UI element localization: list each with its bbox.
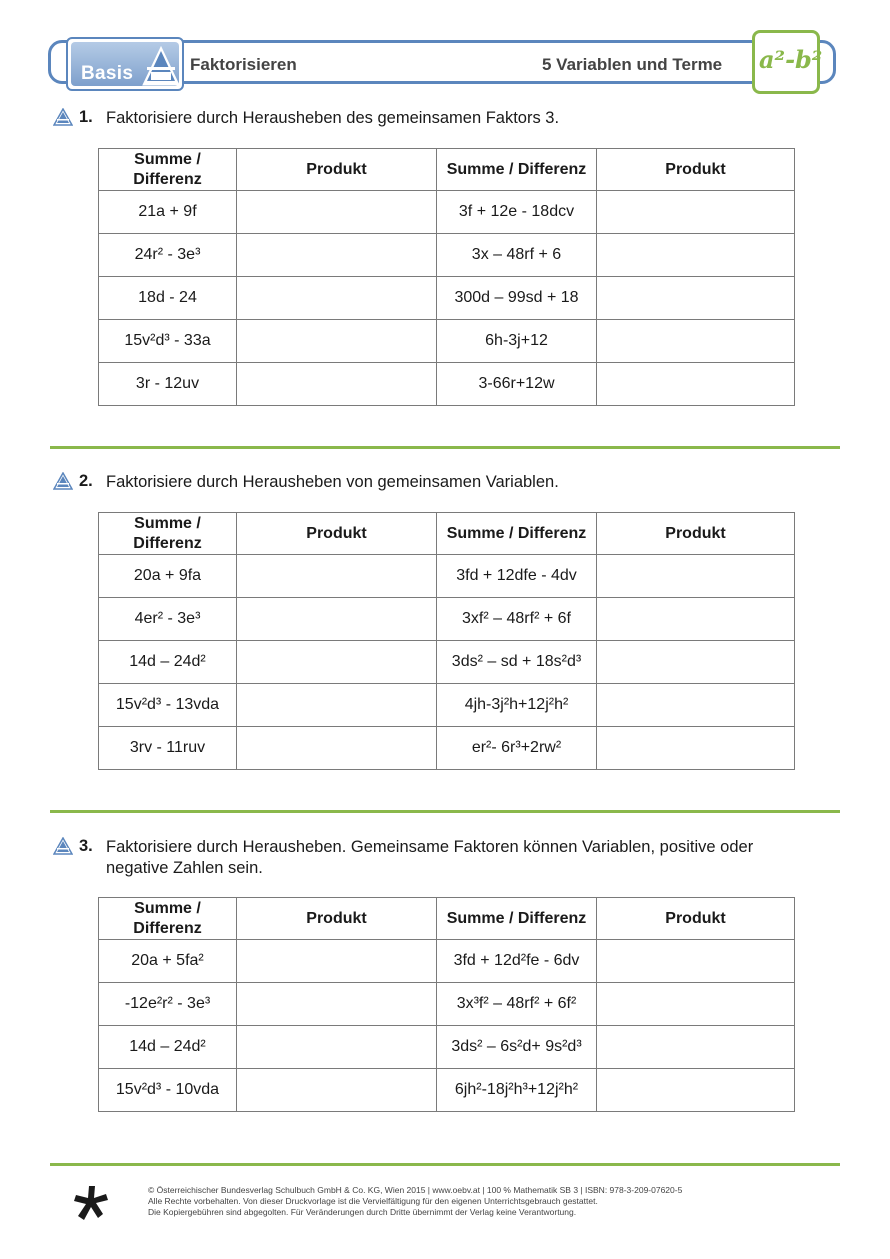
task-number: 2. [79,472,93,490]
table-row [99,727,795,770]
level-label: Basis [81,63,134,84]
answer-cell[interactable] [237,940,437,983]
header-sum: Summe / Differenz [437,513,597,555]
answer-cell[interactable] [237,555,437,598]
answer-cell[interactable] [597,1026,795,1069]
expression-cell: 15v²d³ - 13vda [99,684,237,727]
answer-cell[interactable] [237,234,437,277]
expression-cell: 14d – 24d² [99,1026,237,1069]
header-product: Produkt [597,513,795,555]
expression-cell: 6h-3j+12 [437,320,597,363]
expression-cell: -12e²r² - 3e³ [99,983,237,1026]
table-row [99,555,795,598]
answer-cell[interactable] [597,234,795,277]
footer-divider [50,1163,840,1166]
expression-cell: 15v²d³ - 10vda [99,1069,237,1112]
header-sum: Summe / Differenz [437,898,597,940]
answer-cell[interactable] [597,191,795,234]
answer-cell[interactable] [237,191,437,234]
answer-cell[interactable] [237,320,437,363]
table-row [99,234,795,277]
formula-text: a²-b² [759,45,823,74]
table-row [99,641,795,684]
header-sum: Summe / Differenz [437,149,597,191]
header-sum: Summe / Differenz [99,898,237,940]
pyramid-icon [53,108,73,126]
answer-cell[interactable] [237,363,437,406]
task-number: 3. [79,837,93,855]
pyramid-icon [53,472,73,490]
answer-cell[interactable] [597,1069,795,1112]
expression-cell: 6jh²-18j²h³+12j²h² [437,1069,597,1112]
task-instruction-line: negative Zahlen sein. [106,859,263,877]
expression-cell: 20a + 5fa² [99,940,237,983]
expression-cell: 3fd + 12d²fe - 6dv [437,940,597,983]
table-row [99,1026,795,1069]
answer-cell[interactable] [597,727,795,770]
table-header-row [99,149,795,191]
pyramid-icon [141,45,181,87]
table-row [99,1069,795,1112]
task-1-table [98,148,795,406]
table-row [99,684,795,727]
header-sum: Summe / Differenz [99,149,237,191]
expression-cell: 3ds² – sd + 18s²d³ [437,641,597,684]
footer-line: © Österreichischer Bundesverlag Schulbuch GmbH & Co. KG, Wien 2015 | www.oebv.at | 100 % Mathematik SB 3 | ISBN: 978-3-209-07620-5 [148,1185,683,1195]
expression-cell: 3r - 12uv [99,363,237,406]
task-instruction-line: Faktorisiere durch Herausheben. Gemeinsame Faktoren können Variablen, positive oder [106,838,754,856]
table-row [99,320,795,363]
level-badge [66,37,184,91]
answer-cell[interactable] [597,555,795,598]
header-product: Produkt [237,149,437,191]
answer-cell[interactable] [597,320,795,363]
chapter-title: 5 Variablen und Terme [542,55,723,74]
table-header-row [99,513,795,555]
answer-cell[interactable] [597,940,795,983]
answer-cell[interactable] [597,363,795,406]
table-row [99,983,795,1026]
pyramid-icon [53,837,73,855]
expression-cell: 3f + 12e - 18dcv [437,191,597,234]
footer-line: Alle Rechte vorbehalten. Von dieser Druckvorlage ist die Vervielfältigung für den eigenen Unterrichtsgebrauch gestattet. [148,1196,598,1206]
answer-cell[interactable] [237,1026,437,1069]
expression-cell: 18d - 24 [99,277,237,320]
expression-cell: 3rv - 11ruv [99,727,237,770]
expression-cell: 3-66r+12w [437,363,597,406]
answer-cell[interactable] [597,277,795,320]
topic-title: Faktorisieren [190,55,297,74]
answer-cell[interactable] [597,641,795,684]
footer-line: Die Kopiergebühren sind abgegolten. Für Veränderungen durch Dritte übernimmt der Verlag keine Verantwortung. [148,1207,577,1217]
task-2-table [98,512,795,770]
answer-cell[interactable] [597,684,795,727]
section-divider [50,446,840,449]
answer-cell[interactable] [597,983,795,1026]
footer-copyright [148,1185,682,1218]
formula-badge [752,30,823,94]
expression-cell: 14d – 24d² [99,641,237,684]
task-instruction [106,837,826,879]
answer-cell[interactable] [237,641,437,684]
section-divider [50,810,840,813]
publisher-logo-icon [72,1184,110,1224]
answer-cell[interactable] [237,684,437,727]
expression-cell: 4jh-3j²h+12j²h² [437,684,597,727]
task-instruction: Faktorisiere durch Herausheben von gemeinsamen Variablen. [106,473,559,491]
table-row [99,363,795,406]
expression-cell: 3xf² – 48rf² + 6f [437,598,597,641]
expression-cell: er²- 6r³+2rw² [437,727,597,770]
task-number: 1. [79,108,93,126]
expression-cell: 3x³f² – 48rf² + 6f² [437,983,597,1026]
expression-cell: 15v²d³ - 33a [99,320,237,363]
table-header-row [99,898,795,940]
header-sum: Summe / Differenz [99,513,237,555]
expression-cell: 24r² - 3e³ [99,234,237,277]
expression-cell: 20a + 9fa [99,555,237,598]
answer-cell[interactable] [237,727,437,770]
answer-cell[interactable] [237,983,437,1026]
header-product: Produkt [597,149,795,191]
answer-cell[interactable] [237,277,437,320]
table-row [99,191,795,234]
task-instruction: Faktorisiere durch Herausheben des gemeinsamen Faktors 3. [106,109,560,127]
answer-cell[interactable] [237,1069,437,1112]
table-row [99,940,795,983]
header-product: Produkt [597,898,795,940]
expression-cell: 300d – 99sd + 18 [437,277,597,320]
answer-cell[interactable] [237,598,437,641]
answer-cell[interactable] [597,598,795,641]
expression-cell: 21a + 9f [99,191,237,234]
expression-cell: 3ds² – 6s²d+ 9s²d³ [437,1026,597,1069]
table-row [99,598,795,641]
task-3-table [98,897,795,1112]
table-row [99,277,795,320]
expression-cell: 3x – 48rf + 6 [437,234,597,277]
expression-cell: 3fd + 12dfe - 4dv [437,555,597,598]
header-product: Produkt [237,513,437,555]
header-product: Produkt [237,898,437,940]
expression-cell: 4er² - 3e³ [99,598,237,641]
